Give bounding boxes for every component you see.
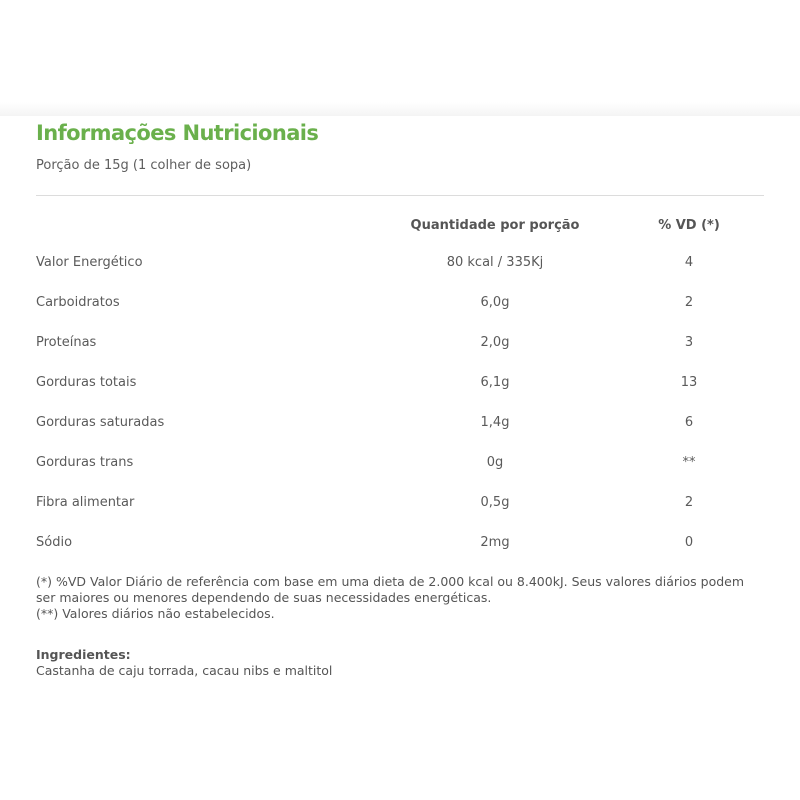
nutrient-name: Valor Energético <box>36 254 143 270</box>
table-row <box>36 402 764 442</box>
table-row <box>36 522 764 562</box>
nutrient-quantity: 2,0g <box>480 334 510 350</box>
table-row <box>36 442 764 482</box>
nutrient-quantity: 0g <box>486 454 504 470</box>
table-row <box>36 362 764 402</box>
table-header-row <box>36 208 764 242</box>
ingredients-text: Castanha de caju torrada, cacau nibs e maltitol <box>36 663 333 678</box>
table-row <box>36 322 764 362</box>
divider <box>36 195 764 196</box>
nutrient-quantity: 6,0g <box>480 294 510 310</box>
page-title: Informações Nutricionais <box>36 121 319 145</box>
ingredients-section <box>36 647 764 679</box>
table-row <box>36 242 764 282</box>
footnotes <box>36 574 764 622</box>
nutrient-daily-value: ** <box>682 454 696 470</box>
nutrient-name: Gorduras trans <box>36 454 134 470</box>
nutrient-quantity: 80 kcal / 335Kj <box>446 254 544 270</box>
nutrient-daily-value: 4 <box>684 254 694 270</box>
nutrient-quantity: 1,4g <box>480 414 510 430</box>
nutrient-daily-value: 3 <box>684 334 694 350</box>
nutrient-daily-value: 13 <box>680 374 698 390</box>
header-band <box>0 0 800 116</box>
table-row <box>36 282 764 322</box>
nutrient-quantity: 6,1g <box>480 374 510 390</box>
not-established-footnote: (**) Valores diários não estabelecidos. <box>36 606 275 621</box>
nutrient-name: Gorduras totais <box>36 374 137 390</box>
nutrient-name: Sódio <box>36 534 73 550</box>
nutrient-quantity: 0,5g <box>480 494 510 510</box>
table-row <box>36 482 764 522</box>
nutrient-daily-value: 6 <box>684 414 694 430</box>
nutrient-name: Proteínas <box>36 334 97 350</box>
nutrient-name: Carboidratos <box>36 294 120 310</box>
nutrition-table <box>36 208 764 562</box>
daily-value-footnote: (*) %VD Valor Diário de referência com base em uma dieta de 2.000 kcal ou 8.400kJ. Seus valores diários podem ser maiores ou menores dependendo de suas necessidades energéticas. <box>36 574 745 605</box>
nutrient-name: Fibra alimentar <box>36 494 135 510</box>
header-daily-value: % VD (*) <box>658 217 720 233</box>
ingredients-label: Ingredientes: <box>36 647 131 662</box>
nutrient-daily-value: 2 <box>684 294 694 310</box>
header-nutrient <box>36 208 376 242</box>
portion-size: Porção de 15g (1 colher de sopa) <box>36 158 252 173</box>
nutrient-daily-value: 0 <box>684 534 694 550</box>
header-quantity: Quantidade por porção <box>410 217 580 233</box>
nutrient-quantity: 2mg <box>480 534 510 550</box>
nutrient-name: Gorduras saturadas <box>36 414 165 430</box>
nutrient-daily-value: 2 <box>684 494 694 510</box>
